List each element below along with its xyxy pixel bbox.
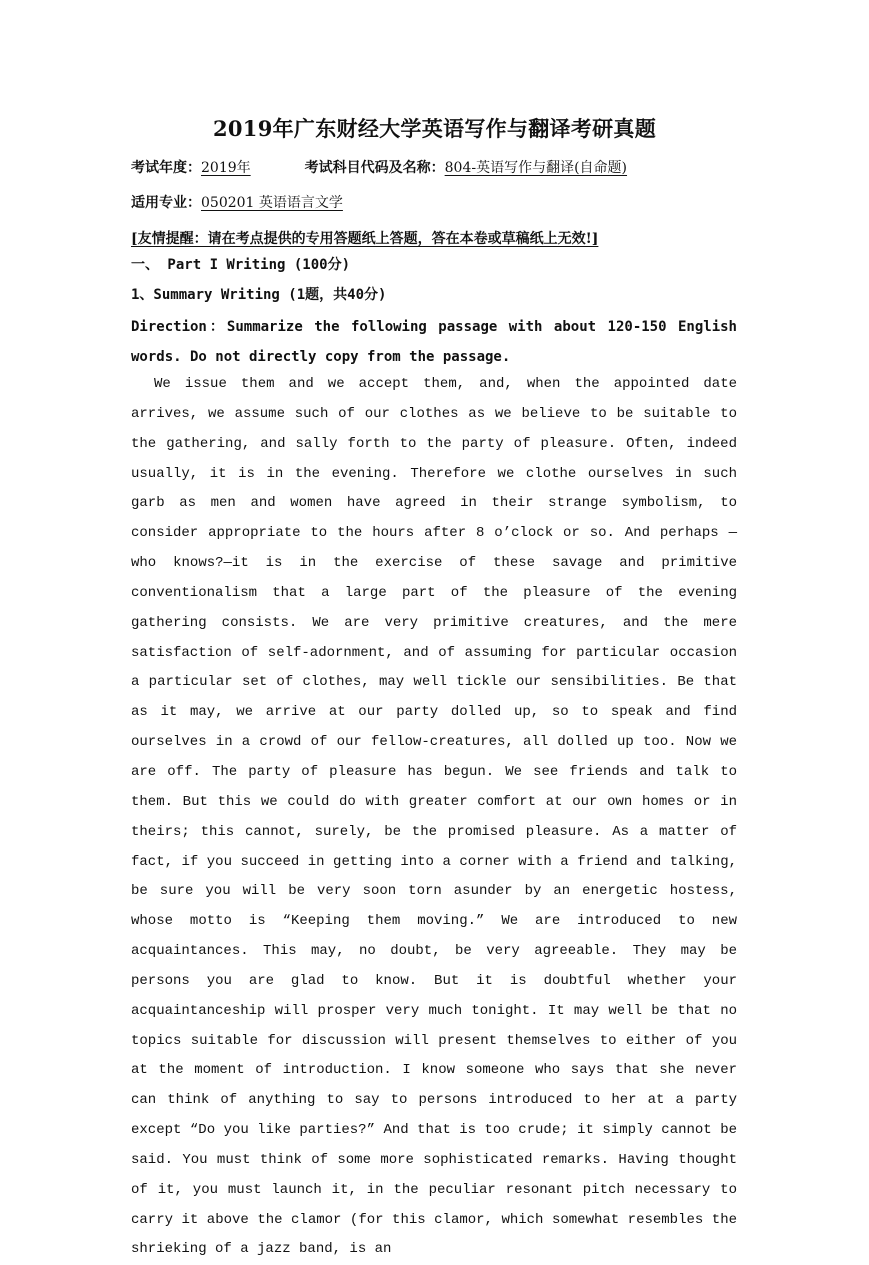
exam-info-line — [131, 157, 627, 177]
section-heading: 一、 Part I Writing (100分) — [131, 257, 351, 273]
major-value: 050201 英语语言文学 — [201, 195, 343, 211]
year-value: 2019年 — [201, 160, 251, 176]
subject-value: 804-英语写作与翻译(自命题) — [444, 160, 628, 176]
notice-banner: [友情提醒：请在考点提供的专用答题纸上答题，答在本卷或草稿纸上无效!] — [131, 231, 599, 247]
passage-text: We issue them and we accept them, and, when the appointed date arrives, we assume such of our clothes as we believe to be suitable to the gathering, and sally forth to the party of pleasure. Often, indeed usually, it is in the evening. Therefore we clothe ourselves in such garb as men and women have agreed in their strange symbolism, to consider appropriate to the hours after 8 o’clock or so. And perhaps — who knows?—it is in the exercise of these savage and primitive conventionalism that a large part of the pleasure of the evening gathering consists. We are very primitive creatures, and the mere satisfaction of self-adornment, and of assuming for particular occasion a particular set of clothes, may well tickle our sensibilities. Be that as it may, we arrive at our party dolled up, so to speak and find ourselves in a crowd of our fellow-creatures, all dolled up too. Now we are off. The party of pleasure has begun. We see friends and talk to them. But this we could do with greater comfort at our own homes or in theirs; this cannot, surely, be the promised pleasure. As a matter of fact, if you succeed in getting into a corner with a friend and talking, be sure you will be very soon torn asunder by an energetic hostess, whose motto is “Keeping them moving.” We are introduced to new acquaintances. This may, no doubt, be very agreeable. They may be persons you are glad to know. But it is doubtful whether your acquaintanceship will prosper very much tonight. It may well be that no topics suitable for discussion will present themselves to either of you at the moment of introduction. I know someone who says that she never can think of anything to say to persons introduced to her at a party except “Do you like parties?” And that is too crude; it simply cannot be said. You must think of some more sophisticated remarks. Having thought of it, you must launch it, in the peculiar resonant pitch necessary to carry it above the clamor (for this clamor, which somewhat resembles the shrieking of a jazz band, is an — [131, 376, 737, 1258]
year-label: 考试年度： — [131, 160, 201, 176]
question-heading: 1、Summary Writing (1题，共40分) — [131, 287, 387, 303]
major-label: 适用专业： — [131, 195, 201, 211]
page-title: 2019年广东财经大学英语写作与翻译考研真题 — [212, 116, 657, 141]
direction-text: Direction：Summarize the following passage with about 120-150 English words. Do not directly copy from the passage. — [131, 319, 737, 365]
major-line — [131, 192, 343, 212]
subject-label: 考试科目代码及名称： — [304, 160, 445, 176]
